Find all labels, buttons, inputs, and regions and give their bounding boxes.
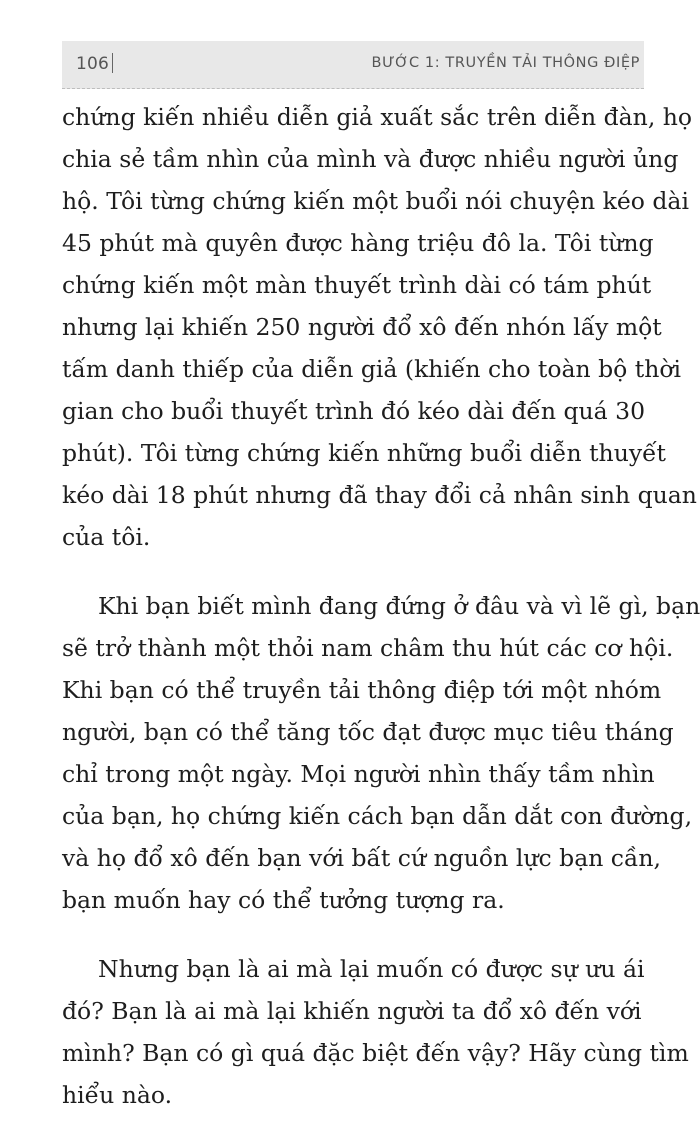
text-line: kéo dài 18 phút nhưng đã thay đổi cả nhân sinh quan (62, 481, 697, 509)
page-header (62, 41, 644, 89)
text-line: đó? Bạn là ai mà lại khiến người ta đổ xô đến với (62, 997, 642, 1025)
paragraph-spacer (62, 558, 644, 585)
header-separator (112, 53, 113, 73)
text-line: gian cho buổi thuyết trình đó kéo dài đến quá 30 (62, 397, 646, 425)
text-line: của tôi. (62, 523, 151, 551)
text-line: mình? Bạn có gì quá đặc biệt đến vậy? Hãy cùng tìm (62, 1039, 689, 1067)
text-line: phút). Tôi từng chứng kiến những buổi diễn thuyết (62, 439, 667, 467)
paragraph-3 (62, 948, 689, 1116)
text-line: chứng kiến nhiều diễn giả xuất sắc trên diễn đàn, họ (62, 103, 693, 131)
paragraph-2 (62, 585, 700, 921)
text-line: người, bạn có thể tăng tốc đạt được mục tiêu tháng (62, 718, 674, 746)
text-line: của bạn, họ chứng kiến cách bạn dẫn dắt con đường, (62, 802, 693, 830)
text-line: nhưng lại khiến 250 người đổ xô đến nhón lấy một (62, 313, 662, 341)
paragraph-spacer (62, 921, 644, 948)
text-line: Nhưng bạn là ai mà lại muốn có được sự ưu ái (98, 955, 645, 983)
paragraph-1 (62, 96, 697, 558)
text-line: Khi bạn có thể truyền tải thông điệp tới một nhóm (62, 676, 662, 704)
page-body (62, 96, 700, 1109)
text-line: hộ. Tôi từng chứng kiến một buổi nói chuyện kéo dài (62, 187, 689, 215)
text-line: chỉ trong một ngày. Mọi người nhìn thấy tầm nhìn (62, 760, 655, 788)
text-line: 45 phút mà quyên được hàng triệu đô la. Tôi từng (62, 229, 654, 257)
text-line: hiểu nào. (62, 1081, 173, 1109)
page-number: 106 (76, 54, 110, 74)
text-line: sẽ trở thành một thỏi nam châm thu hút các cơ hội. (62, 634, 674, 662)
text-line: tấm danh thiếp của diễn giả (khiến cho toàn bộ thời (62, 355, 682, 383)
text-line: và họ đổ xô đến bạn với bất cứ nguồn lực bạn cần, (62, 844, 661, 872)
text-line: chia sẻ tầm nhìn của mình và được nhiều người ủng (62, 145, 679, 173)
chapter-title: BƯỚC 1: TRUYỀN TẢI THÔNG ĐIỆP (371, 55, 640, 71)
text-line: Khi bạn biết mình đang đứng ở đâu và vì lẽ gì, bạn (98, 592, 700, 620)
text-line: bạn muốn hay có thể tưởng tượng ra. (62, 886, 505, 914)
text-line: chứng kiến một màn thuyết trình dài có tám phút (62, 271, 652, 299)
